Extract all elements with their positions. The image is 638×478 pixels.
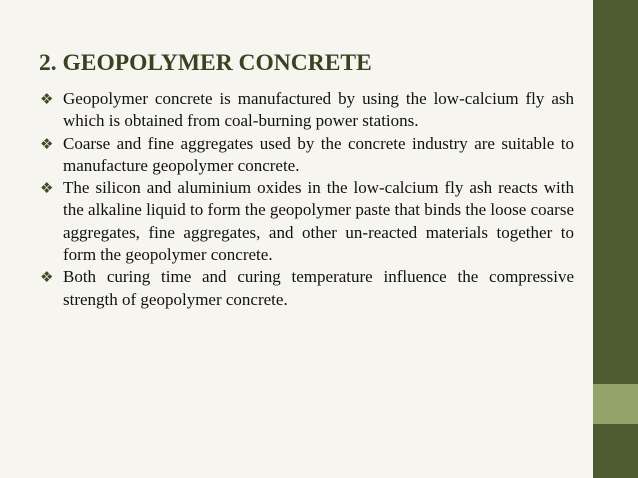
- diamond-bullet-icon: ❖: [40, 179, 54, 198]
- bullet-text: Both curing time and curing temperature influence the compressive strength of geopolymer concrete.: [63, 267, 574, 309]
- diamond-bullet-icon: ❖: [40, 90, 54, 108]
- bullet-item: [40, 88, 574, 133]
- bullet-item: [40, 133, 574, 178]
- diamond-bullet-icon: ❖: [40, 134, 54, 153]
- bullet-text: Geopolymer concrete is manufactured by using the low-calcium fly ash which is obtained from coal-burning power stations.: [63, 89, 574, 131]
- diamond-bullet-icon: ❖: [40, 268, 54, 287]
- bullet-text: Coarse and fine aggregates used by the concrete industry are suitable to manufacture geopolymer concrete.: [63, 133, 574, 175]
- bullet-item: [40, 266, 574, 311]
- bullet-text: The silicon and aluminium oxides in the low-calcium fly ash reacts with the alkaline liquid to form the geopolymer paste that binds the loose coarse aggregates, fine aggregates, and other un-reacted materials together to form the geopolymer concrete.: [63, 178, 574, 265]
- bullet-list: [40, 88, 574, 311]
- bullet-item: [40, 177, 574, 266]
- slide-title: 2. GEOPOLYMER CONCRETE: [39, 50, 372, 76]
- side-accent-block: [593, 384, 638, 424]
